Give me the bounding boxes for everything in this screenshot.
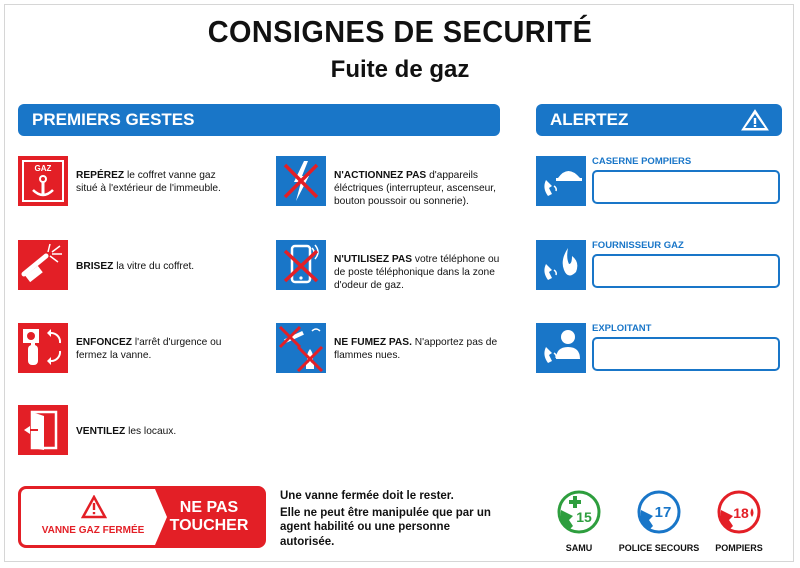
alert-exploitant	[536, 323, 782, 375]
gas-flame-phone-icon	[536, 240, 586, 290]
rule-line1: Une vanne fermée doit le rester.	[280, 490, 454, 502]
sign-left-label: VANNE GAZ FERMÉE	[41, 525, 145, 536]
step-text: NE FUMEZ PAS. N'apportez pas de flammes nues.	[334, 337, 498, 361]
emergency-police	[614, 488, 704, 553]
step-text: ENFONCEZ l'arrêt d'urgence ou fermez la vanne.	[76, 337, 222, 361]
emergency-pompiers	[694, 488, 784, 553]
police-phone-icon	[635, 488, 683, 536]
alert-fournisseur-gaz	[536, 240, 782, 292]
page-title: CONSIGNES DE SECURITÉ	[207, 14, 593, 49]
fournisseur-gaz-field[interactable]	[592, 254, 780, 288]
alert-label: FOURNISSEUR GAZ	[592, 240, 684, 251]
section-alertez-label: ALERTEZ	[550, 110, 629, 129]
warning-triangle-icon	[81, 495, 107, 519]
pompiers-number: 18	[733, 505, 749, 521]
step-utilisez	[276, 240, 506, 292]
no-phone-icon	[276, 240, 326, 290]
firefighter-phone-icon	[536, 156, 586, 206]
operator-phone-icon	[536, 323, 586, 373]
step-text: N'UTILISEZ PAS votre téléphone ou de poste téléphonique dans la zone d'odeur de gaz.	[334, 254, 500, 291]
step-enfoncez	[18, 323, 236, 373]
warning-triangle-icon	[740, 108, 770, 132]
sign-left-panel	[21, 489, 165, 545]
samu-number: 15	[576, 509, 592, 525]
gaz-badge: GAZ	[34, 164, 52, 173]
step-text: VENTILEZ les locaux.	[76, 426, 177, 437]
emergency-samu	[534, 488, 624, 553]
rule-line2: Elle ne peut être manipulée que par un agent habilité ou une personne autorisée.	[280, 506, 491, 548]
step-text: BRISEZ la vitre du coffret.	[76, 261, 195, 272]
police-number: 17	[654, 504, 672, 521]
samu-label: SAMU	[565, 543, 593, 553]
section-premiers-gestes	[18, 104, 500, 136]
rule-text	[280, 489, 500, 551]
step-brisez	[18, 240, 236, 290]
alert-caserne-pompiers	[536, 156, 782, 208]
no-smoking-icon	[276, 323, 326, 373]
break-glass-icon	[18, 240, 68, 290]
gas-valve-icon	[18, 156, 68, 206]
exploitant-field[interactable]	[592, 337, 780, 371]
pompiers-label: POMPIERS	[715, 543, 763, 553]
step-actionnez	[276, 156, 506, 208]
step-text: N'ACTIONNEZ PAS d'appareils éléctriques (interrupteur, ascenseur, bouton poussoir ou sonnerie).	[334, 170, 496, 207]
no-electrical-switch-icon	[276, 156, 326, 206]
vanne-gaz-fermee-sign	[18, 486, 266, 548]
section-premiers-gestes-label: PREMIERS GESTES	[32, 110, 195, 129]
section-alertez	[536, 104, 782, 136]
caserne-pompiers-field[interactable]	[592, 170, 780, 204]
police-label: POLICE SECOURS	[618, 543, 700, 553]
step-ventilez	[18, 405, 236, 455]
samu-phone-icon	[555, 488, 603, 536]
step-text: REPÉREZ le coffret vanne gaz situé à l'extérieur de l'immeuble.	[76, 170, 221, 194]
page-subtitle: Fuite de gaz	[330, 56, 470, 83]
pompiers-phone-icon	[715, 488, 763, 536]
step-fumez	[276, 323, 506, 373]
sign-right-line1: NE PAS	[179, 499, 239, 516]
step-repere	[18, 156, 236, 206]
emergency-stop-icon	[18, 323, 68, 373]
alert-label: EXPLOITANT	[592, 323, 652, 334]
alert-label: CASERNE POMPIERS	[592, 156, 692, 167]
sign-right-panel	[155, 489, 263, 545]
sign-right-line2: TOUCHER	[169, 517, 249, 534]
sign-arrow	[155, 489, 167, 545]
open-door-icon	[18, 405, 68, 455]
